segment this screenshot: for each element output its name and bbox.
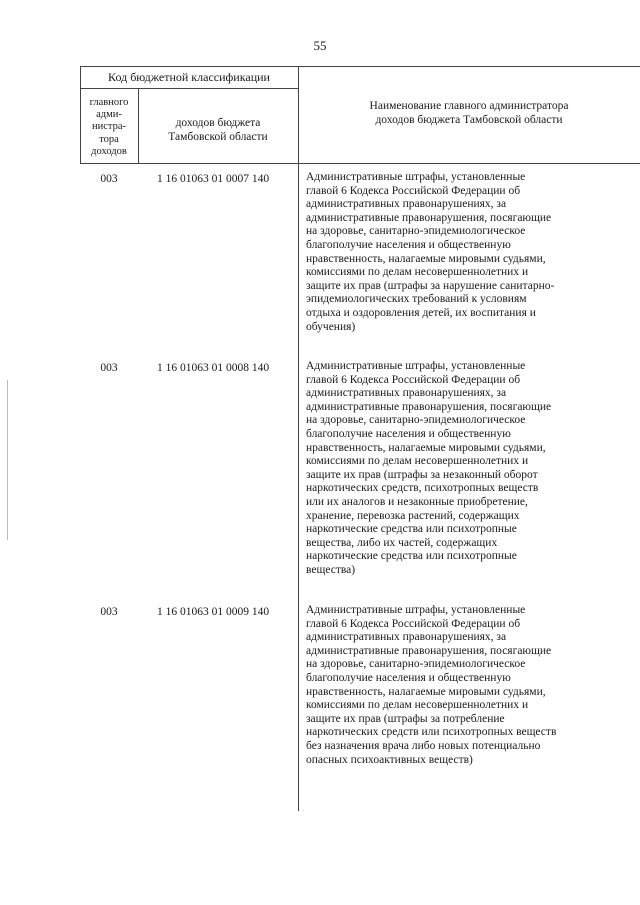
name-line: вещества) (306, 563, 356, 576)
row-admin-code: 003 (100, 606, 118, 618)
name-line: главой 6 Кодекса Российской Федерации об (306, 617, 521, 630)
name-line: благополучие населения и общественную (306, 238, 511, 251)
name-line: административных правонарушениях, за (306, 387, 507, 400)
row-income-code: 1 16 01063 01 0007 140 (157, 173, 270, 185)
header-admin-line: главного (89, 97, 129, 108)
header-name-line: Наименование главного администратора (369, 100, 569, 112)
name-line: наркотические средства или психотропные (306, 550, 517, 563)
name-line: благополучие населения и общественную (306, 671, 511, 684)
name-line: без назначения врача либо новых потенциально (306, 739, 541, 752)
name-line: главой 6 Кодекса Российской Федерации об (306, 373, 521, 386)
header-income-line: Тамбовской области (168, 131, 268, 143)
header-group-label: Код бюджетной классификации (108, 70, 270, 84)
name-line: Административные штрафы, установленные (306, 604, 526, 616)
name-line: административные правонарушения, посягающие (306, 400, 552, 413)
col-divider-2 (298, 66, 299, 811)
header-admin-line: нистра- (91, 121, 127, 133)
name-line: на здоровье, санитарно-эпидемиологическое (306, 414, 526, 427)
table-top-border (80, 66, 640, 67)
row-admin-code: 003 (100, 173, 118, 185)
name-line: Административные штрафы, установленные (306, 171, 526, 183)
name-line: нравственность, налагаемые мировыми судьями, (306, 685, 546, 698)
name-line: на здоровье, санитарно-эпидемиологическое (306, 658, 526, 671)
name-line: Административные штрафы, установленные (306, 360, 526, 372)
header-admin-line: доходов (91, 145, 127, 157)
header-income-line: доходов бюджета (175, 117, 261, 129)
header-admin-line: адми- (96, 109, 122, 121)
row-name (306, 171, 640, 334)
name-line: нравственность, налагаемые мировыми судьями, (306, 252, 546, 265)
header-admin-line: тора (99, 133, 119, 145)
name-line: комиссиями по делам несовершеннолетних и (306, 699, 529, 712)
name-line: эпидемиологических требований к условиям (306, 293, 527, 306)
header-name-col (298, 99, 640, 127)
header-admin-col (80, 97, 138, 158)
header-bottom-border (80, 163, 640, 164)
name-line: отдыха и оздоровления детей, их воспитания и (306, 306, 536, 319)
name-line: защите их прав (штрафы за нарушение санитарно- (306, 279, 555, 292)
scan-artifact (7, 380, 8, 540)
name-line: защите их прав (штрафы за потребление (306, 712, 505, 725)
name-line: вещества, либо их частей, содержащих (306, 536, 498, 549)
row-name (306, 360, 640, 578)
name-line: опасных психоактивных веществ) (306, 753, 473, 766)
name-line: защите их прав (штрафы за незаконный оборот (306, 468, 538, 481)
name-line: нравственность, налагаемые мировыми судьями, (306, 441, 546, 454)
name-line: на здоровье, санитарно-эпидемиологическое (306, 225, 526, 238)
name-line: наркотических средств или психотропных веществ (306, 726, 557, 739)
row-income-code: 1 16 01063 01 0009 140 (157, 606, 270, 618)
name-line: административные правонарушения, посягающие (306, 211, 552, 224)
page-number: 55 (313, 38, 327, 53)
header-income-col (138, 116, 298, 144)
name-line: административные правонарушения, посягающие (306, 644, 552, 657)
row-name (306, 604, 640, 767)
header-name-line: доходов бюджета Тамбовской области (375, 114, 563, 126)
name-line: административных правонарушениях, за (306, 631, 507, 644)
name-line: или их аналогов и незаконные приобретение, (306, 495, 528, 508)
row-admin-code: 003 (100, 362, 118, 374)
name-line: наркотические средства или психотропные (306, 523, 517, 536)
name-line: наркотических средств, психотропных веществ (306, 482, 539, 495)
name-line: обучения) (306, 320, 356, 333)
name-line: главой 6 Кодекса Российской Федерации об (306, 184, 521, 197)
group-header-divider (80, 88, 298, 89)
name-line: административных правонарушениях, за (306, 198, 507, 211)
name-line: благополучие населения и общественную (306, 427, 511, 440)
name-line: хранение, перевозка растений, содержащих (306, 509, 520, 522)
name-line: комиссиями по делам несовершеннолетних и (306, 455, 529, 468)
name-line: комиссиями по делам несовершеннолетних и (306, 266, 529, 279)
row-income-code: 1 16 01063 01 0008 140 (157, 362, 270, 374)
